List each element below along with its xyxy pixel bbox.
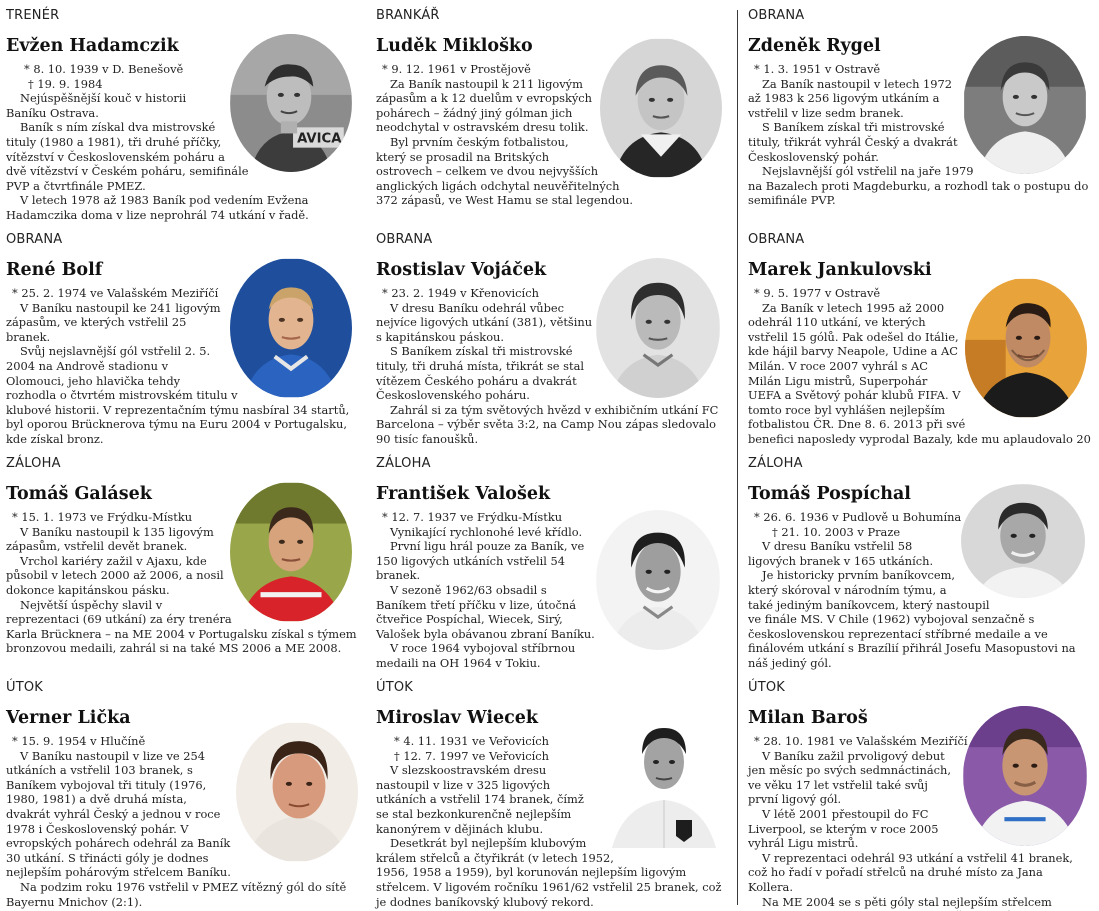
role-label: ÚTOK [6,680,44,695]
bio-paragraph: V Baníku nastoupil v lize ve 254 utkáních a vstřelil 103 branek, s Baníkem vybojoval tři tituly (1976, 1980, 1981) a dvě druhá místa, dvakrát vyhrál Český a jednou v roce 1978 i Československý pohár. V evropských pohárech odehrál za Baník 30 utkání. S třinácti góly je dodnes nejlepším pohárovým střelcem Baníku. [6,748,231,880]
bio-paragraph: S Baníkem získal tři mistrovské tituly, třikrát vyhrál Český a dvakrát Československý pohár. [748,120,958,164]
card-rostislav-vojacek [370,224,740,448]
bio-paragraph: V dresu Baníku vstřelil 58 ligových branek v 165 utkáních. [748,539,934,568]
portrait-photo [965,278,1087,418]
card-milan-baros [740,672,1099,911]
portrait-photo [596,510,720,650]
role-label: ZÁLOHA [748,456,803,471]
birth-date: * 9. 5. 1977 v Ostravě [754,286,881,300]
birth-date: * 4. 11. 1931 ve Veřovicích [394,734,549,748]
bio [748,286,1091,448]
bio-paragraph: V slezskoostravském dresu nastoupil v lize v 325 ligových utkáních a vstřelil 174 branek, čímž se stal bezkonkurenčně nejlepším kanonýrem v dějinách klubu. [376,763,584,836]
bio [748,734,1091,911]
birth-date: * 28. 10. 1981 ve Valašském Meziříčí [754,734,968,748]
bio-paragraph: Je historicky prvním baníkovcem, který skóroval v národním týmu, a také jediným baníkovcem, který nastoupil ve finále MS. V Chile (1962) vybojoval senzačně s československou reprezentací stříbrné medaile a ve finálovém utkání s Brazílií přihrál Josefu Masopustovi na náš jediný gól. [748,568,1076,670]
portrait-photo [961,484,1085,598]
player-name: Miroslav Wiecek [376,708,539,728]
portrait-photo [600,38,722,178]
column-divider [737,10,738,905]
birth-date: * 9. 12. 1961 v Prostějově [382,62,531,76]
player-name: Verner Lička [6,708,131,728]
bio-paragraph: V letech 1978 až 1983 Baník pod vedením Evžena Hadamczika doma v lize neprohrál 74 utkání v řadě. [6,193,309,222]
card-verner-licka [0,672,370,911]
bio-paragraph: Na podzim roku 1976 vstřelil v PMEZ vítězný gól do sítě Bayernu Mnichov (2:1). [6,879,347,909]
death-date: † 12. 7. 1997 ve Veřovicích [394,748,549,763]
bio [6,734,362,909]
portrait-photo [230,34,352,172]
card-ludek-mikolsko [370,0,740,224]
player-name: František Valošek [376,484,551,504]
role-label: OBRANA [748,232,805,247]
player-name: Rostislav Vojáček [376,260,547,280]
bio [6,286,362,447]
birth-date: * 26. 6. 1936 v Pudlově u Bohumína [754,510,962,524]
bio-paragraph: První ligu hrál pouze za Baník, ve 150 ligových utkáních vstřelil 54 branek. [376,539,585,583]
bio-paragraph: Za Baník v letech 1995 až 2000 odehrál 110 utkání, ve kterých vstřelil 15 gólů. Pak odešel do Itálie, kde hájil barvy Neapole, Udine a AC Milán. V roce 2007 vyhrál s AC Milán Ligu mistrů, Superpohár UEFA a Světový pohár klubů FIFA. V tomto roce byl vyhlášen nejlepším fotbalistou ČR. Dne 8. 6. 2013 při své benefici naposledy vyprodal Bazaly, kde mu aplaudovalo 20 [748,300,1091,446]
portrait-photo [963,36,1087,174]
role-label: ZÁLOHA [376,456,431,471]
role-label: OBRANA [376,232,433,247]
player-name: Zdeněk Rygel [748,36,881,56]
role-label: ZÁLOHA [6,456,61,471]
birth-date: * 23. 2. 1949 v Křenovicích [382,286,539,300]
bio-paragraph: Svůj nejslavnější gól vstřelil 2. 5. 2004 na Andrově stadionu v Olomouci, jeho hlavička tehdy rozhodla o čtvrtém mistrovském titulu v klubové historii. V reprezentačním týmu nasbíral 34 startů, byl oporou Brücknerova týmu na Euru 2004 v Portugalsku, kde získal bronz. [6,344,350,446]
portrait-photo [604,710,724,850]
bio-paragraph: V roce 1964 vybojoval stříbrnou medaili na OH 1964 v Tokiu. [376,641,576,670]
bio-paragraph: Vrchol kariéry zažil v Ajaxu, kde působil v letech 2000 až 2006, a nosil dokonce kapitánskou pásku. [6,553,224,597]
card-frantisek-valosek [370,448,740,672]
player-name: Tomáš Pospíchal [748,484,911,504]
portrait-photo [236,722,358,862]
bio-paragraph: V dresu Baníku odehrál vůbec nejvíce ligových utkání (381), většinu s kapitánskou páskou. [376,300,593,344]
bio [376,286,732,447]
birth-date: * 8. 10. 1939 v D. Benešově [24,62,184,76]
portrait-photo [230,258,352,398]
bio-paragraph: Na ME 2004 se s pěti góly stal nejlepším střelcem [762,894,1052,909]
player-name: Luděk Mikloško [376,36,533,56]
player-name: Evžen Hadamczik [6,36,179,56]
bio [376,510,732,671]
role-label: BRANKÁŘ [376,8,440,23]
birth-date: * 15. 1. 1973 ve Frýdku-Místku [12,510,193,524]
bio-paragraph: Nejslavnější gól vstřelil na jaře 1979 na Bazalech proti Magdeburku, a rozhodl tak o postupu do semifinále PVP. [748,164,1089,208]
portrait-photo [230,482,352,622]
bio-paragraph: Vynikající rychlonohé levé křídlo. [390,524,583,539]
bio-paragraph: V reprezentaci odehrál 93 utkání a vstřelil 41 branek, což ho řadí v pořadí střelců na druhé místo za Jana Kollera. [748,850,1073,894]
card-tomas-galasek [0,448,370,672]
role-label: ÚTOK [748,680,786,695]
card-zdenek-rygel [740,0,1099,224]
birth-date: * 15. 9. 1954 v Hlučíně [12,734,146,748]
death-date: † 21. 10. 2003 v Praze [772,524,901,539]
death-date: † 19. 9. 1984 [28,76,103,91]
bio-paragraph: Zahrál si za tým světových hvězd v exhibičním utkání FC Barcelona – výběr světa 3:2, na Camp Nou zápas sledovalo 90 tisíc fanoušků. [376,402,719,446]
card-marek-jankulovski [740,224,1099,448]
bio-paragraph: V Baníku zažil prvoligový debut jen měsíc po svých sedmnáctinách, ve věku 17 let vstřelil také svůj první ligový gól. [748,748,951,807]
player-name: Tomáš Galásek [6,484,152,504]
shirt-text: AVICA [297,131,342,147]
bio-paragraph: Za Baník nastoupil v letech 1972 až 1983 k 256 ligovým utkáním a vstřelil v lize sedm branek. [748,76,953,120]
bio [376,734,732,909]
player-name: Marek Jankulovski [748,260,932,280]
card-miroslav-wiecek [370,672,740,911]
birth-date: * 1. 3. 1951 v Ostravě [754,62,881,76]
bio-paragraph: Nejúspěšnější kouč v historii Baníku Ostrava. [6,91,187,120]
role-label: TRENÉR [6,8,60,23]
portrait-photo [963,706,1087,846]
bio [376,62,732,208]
birth-date: * 12. 7. 1937 ve Frýdku-Místku [382,510,563,524]
bio-paragraph: V sezoně 1962/63 obsadil s Baníkem třetí příčku v lize, útočná čtveřice Pospíchal, Wiecek, Sirý, Valošek byla obávanou zbraní Baníku. [376,582,595,641]
role-label: OBRANA [6,232,63,247]
card-tomas-pospichal [740,448,1099,672]
bio-paragraph: S Baníkem získal tři mistrovské tituly, tři druhá místa, třikrát se stal vítězem Českého poháru a dvakrát Československého poháru. [376,344,585,403]
bio [6,62,362,223]
birth-date: * 25. 2. 1974 ve Valašském Meziříčí [12,286,219,300]
bio-paragraph: Desetkrát byl nejlepším klubovým králem střelců a čtyřikrát (v letech 1952, 1956, 1958 a 1959), byl korunován nejlepším ligovým střelcem. V ligovém ročníku 1961/62 vstřelil 25 branek, což je dodnes baníkovský klubový rekord. [376,836,722,909]
bio [748,62,1091,208]
player-name: Milan Baroš [748,708,868,728]
card-evzen-hadamczik [0,0,370,224]
bio-paragraph: V létě 2001 přestoupil do FC Liverpool, se kterým v roce 2005 vyhrál Ligu mistrů. [748,806,939,851]
bio-paragraph: V Baníku nastoupil k 135 ligovým zápasům, vstřelil devět branek. [6,524,214,554]
bio-paragraph: Největší úspěchy slavil v reprezentaci (69 utkání) za éry trenéra Karla Brücknera – na ME 2004 v Portugalsku získal s týmem bronzovou medaili, zahrál si na také MS 2006 a ME 2008. [6,597,357,656]
bio-paragraph: Za Baník nastoupil k 211 ligovým zápasům a k 12 duelům v evropských pohárech – žádný jiný gólman jich neodchytal v ostravském dresu tolik. [376,76,593,135]
bio-paragraph: Baník s ním získal dva mistrovské tituly (1980 a 1981), tři druhé příčky, vítězství v Československém poháru a dvě vítězství v Českém poháru, semifinále PVP a čtvrtfinále PMEZ. [6,120,249,193]
bio-paragraph: Byl prvním českým fotbalistou, který se prosadil na Britských ostrovech – celkem ve dvou nejvyšších anglických ligách odchytal neuvěřitelných 372 zápasů, ve West Hamu se stal legendou. [376,134,634,208]
bio [748,510,1091,671]
portrait-photo [596,258,720,398]
bio-paragraph: V Baníku nastoupil ke 241 ligovým zápasům, ve kterých vstřelil 25 branek. [6,300,221,344]
bio [6,510,362,656]
role-label: OBRANA [748,8,805,23]
player-name: René Bolf [6,260,103,280]
card-rene-bolf [0,224,370,448]
role-label: ÚTOK [376,680,414,695]
